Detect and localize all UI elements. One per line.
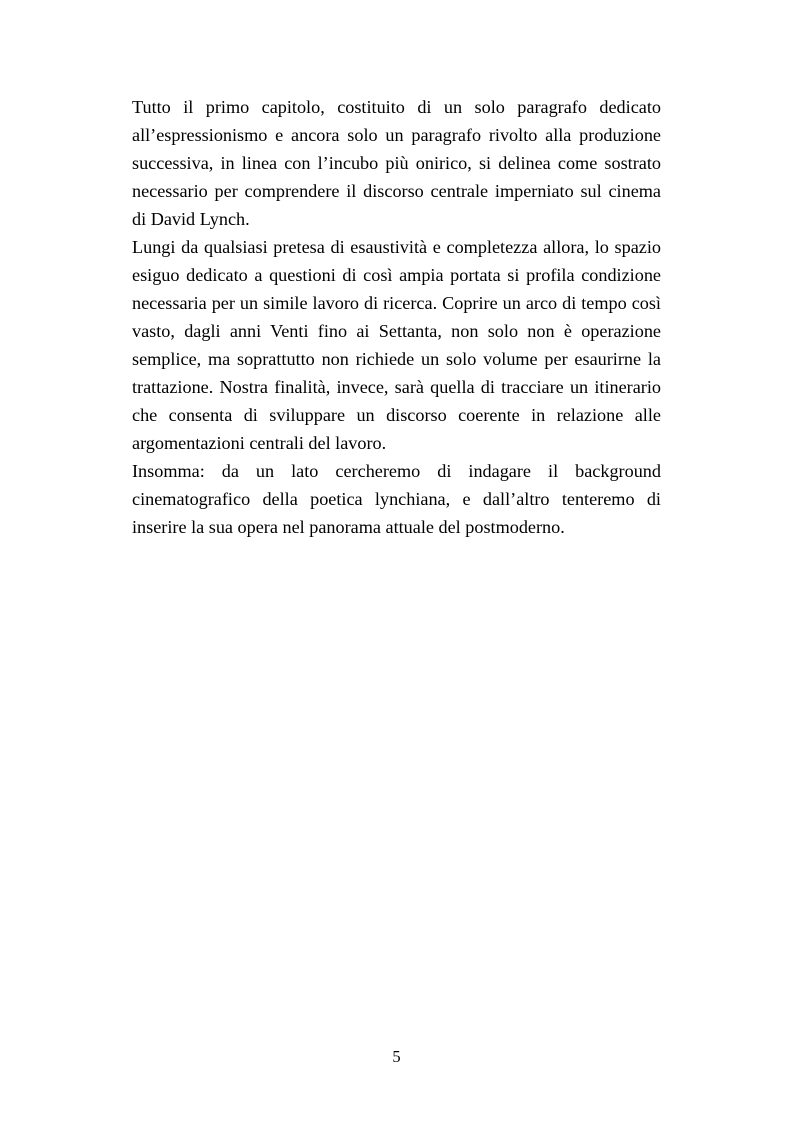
paragraph-3: Insomma: da un lato cercheremo di indagare il background cinematografico della poetica lynchiana, e dall’altro tenteremo di inserire la sua opera nel panorama attuale del postmoderno. <box>132 461 661 537</box>
paragraph-2: Lungi da qualsiasi pretesa di esaustività e completezza allora, lo spazio esiguo dedicato a questioni di così ampia portata si profila condizione necessaria per un simile lavoro di ricerca. Coprire un arco di tempo così vasto, dagli anni Venti fino ai Settanta, non solo non è operazione semplice, ma soprattutto non richiede un solo volume per esaurirne la trattazione. Nostra finalità, invece, sarà quella di tracciare un itinerario che consenta di sviluppare un discorso coerente in relazione alle argomentazioni centrali del lavoro. <box>132 237 661 453</box>
paragraph-1: Tutto il primo capitolo, costituito di un solo paragrafo dedicato all’espressionismo e ancora solo un paragrafo rivolto alla produzione successiva, in linea con l’incubo più onirico, si delinea come sostrato necessario per comprendere il discorso centrale imperniato sul cinema di David Lynch. <box>132 97 661 229</box>
body-text <box>132 93 661 541</box>
page-number: 5 <box>392 1047 401 1066</box>
